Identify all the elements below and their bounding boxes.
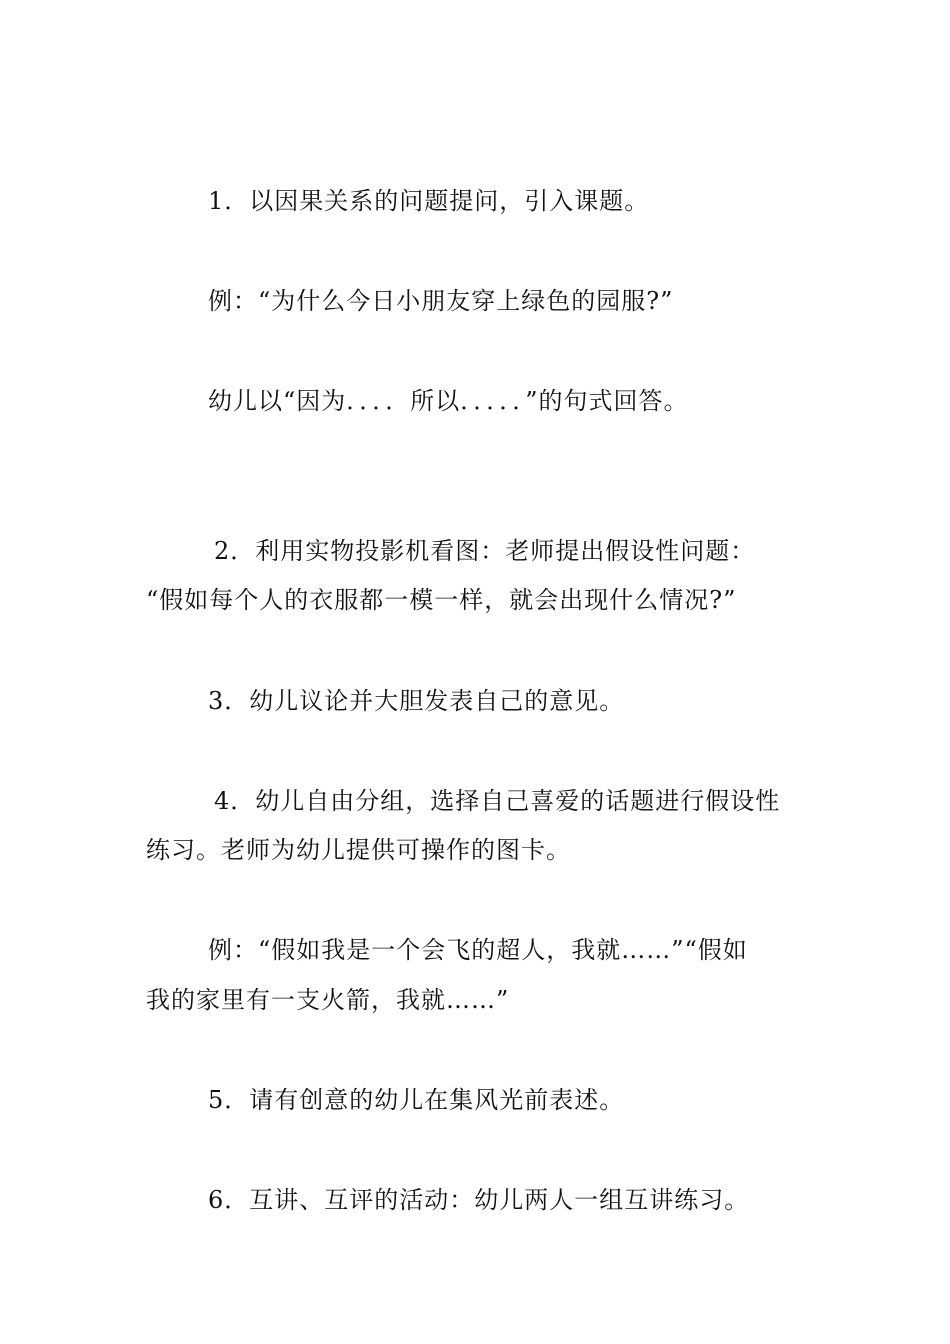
answer-pattern-text: 幼儿以“因为．．．．所以．．．．．”的句式回答。 xyxy=(208,387,689,415)
step-5-text: 5．请有创意的幼儿在集风光前表述。 xyxy=(208,1086,625,1114)
example-2-continued-text: 我的家里有一支火箭，我就……” xyxy=(146,986,510,1014)
example-1-text: 例：“为什么今日小朋友穿上绿色的园服?” xyxy=(208,287,674,315)
step-3-text: 3．幼儿议论并大胆发表自己的意见。 xyxy=(208,687,625,715)
step-2-text: 2．利用实物投影机看图：老师提出假设性问题： xyxy=(214,537,756,565)
step-4-text: 4．幼儿自由分组，选择自己喜爱的话题进行假设性 xyxy=(214,787,781,815)
step-4-continued-text: 练习。老师为幼儿提供可操作的图卡。 xyxy=(146,836,571,864)
example-2-text: 例：“假如我是一个会飞的超人，我就……”“假如 xyxy=(208,936,748,964)
step-2-question-text: “假如每个人的衣服都一模一样，就会出现什么情况?” xyxy=(146,586,737,614)
step-1-text: 1．以因果关系的问题提问，引入课题。 xyxy=(208,187,650,215)
step-6-text: 6．互讲、互评的活动：幼儿两人一组互讲练习。 xyxy=(208,1186,750,1214)
